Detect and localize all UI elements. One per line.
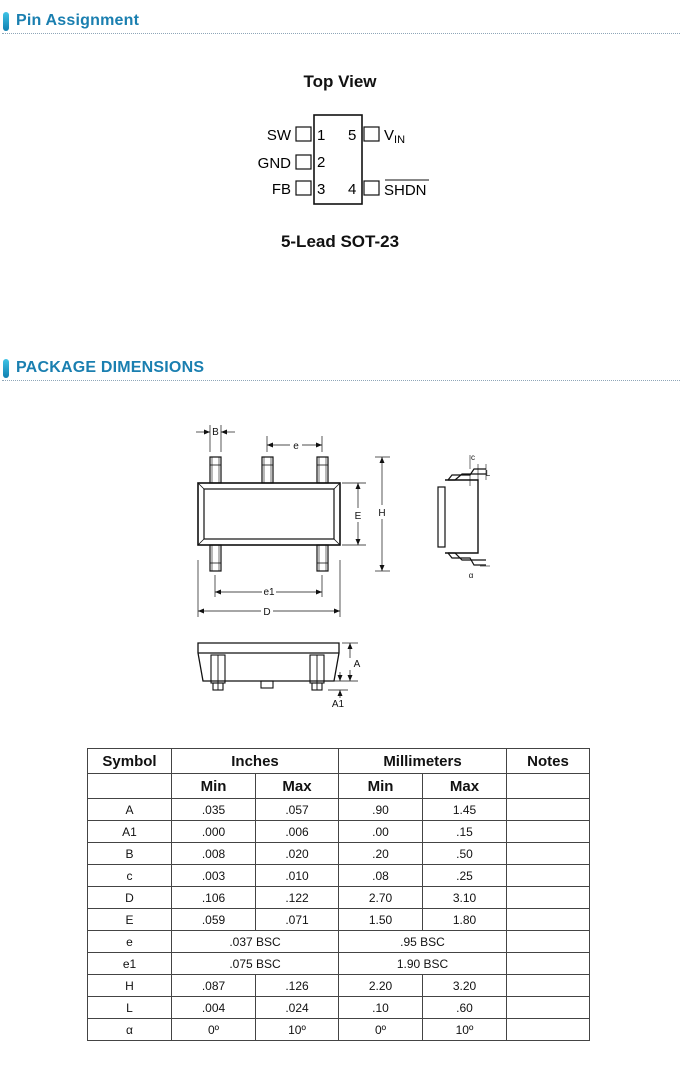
pin-name-2: GND bbox=[257, 155, 291, 172]
cell-mm-max: 1.45 bbox=[423, 799, 507, 821]
cell-notes bbox=[507, 799, 590, 821]
header-accent-bar bbox=[3, 359, 9, 378]
cell-notes bbox=[507, 1019, 590, 1041]
cell-mm-min: 0º bbox=[339, 1019, 423, 1041]
pin-number-4: 4 bbox=[348, 181, 357, 198]
package-name-label: 5-Lead SOT-23 bbox=[280, 232, 400, 251]
header-millimeters: Millimeters bbox=[339, 749, 507, 774]
cell-mm-min: .20 bbox=[339, 843, 423, 865]
table-row bbox=[88, 865, 590, 887]
subheader-mm-max: Max bbox=[423, 774, 507, 799]
table-row bbox=[88, 799, 590, 821]
cell-mm-min: .90 bbox=[339, 799, 423, 821]
dimensions-table bbox=[87, 748, 590, 1041]
cell-mm-max: .25 bbox=[423, 865, 507, 887]
cell-symbol: D bbox=[88, 887, 172, 909]
subheader-blank bbox=[88, 774, 172, 799]
cell-notes bbox=[507, 821, 590, 843]
cell-symbol: L bbox=[88, 997, 172, 1019]
subheader-mm-min: Min bbox=[339, 774, 423, 799]
cell-in-min: .003 bbox=[172, 865, 256, 887]
table-row bbox=[88, 887, 590, 909]
table-row bbox=[88, 1019, 590, 1041]
pin-assignment-title: Pin Assignment bbox=[16, 12, 140, 29]
cell-mm-max: .15 bbox=[423, 821, 507, 843]
cell-in-span: .037 BSC bbox=[172, 931, 339, 953]
pin-number-1: 1 bbox=[317, 127, 326, 144]
cell-in-min: .000 bbox=[172, 821, 256, 843]
header-divider bbox=[2, 33, 680, 34]
cell-notes bbox=[507, 953, 590, 975]
dim-label-h: H bbox=[378, 508, 386, 519]
top-view-outline bbox=[198, 457, 340, 571]
table-row bbox=[88, 975, 590, 997]
cell-notes bbox=[507, 909, 590, 931]
side-view-outline bbox=[198, 643, 339, 690]
package-drawing bbox=[180, 420, 510, 720]
header-divider bbox=[2, 380, 680, 381]
package-dimensions-title: PACKAGE DIMENSIONS bbox=[16, 359, 205, 376]
cell-in-min: .004 bbox=[172, 997, 256, 1019]
cell-mm-span: 1.90 BSC bbox=[339, 953, 507, 975]
cell-mm-span: .95 BSC bbox=[339, 931, 507, 953]
dim-label-d: D bbox=[263, 607, 271, 618]
pin-name-1: SW bbox=[266, 127, 291, 144]
cell-mm-max: .50 bbox=[423, 843, 507, 865]
table-row bbox=[88, 953, 590, 975]
cell-mm-max: 3.10 bbox=[423, 887, 507, 909]
dim-label-E: E bbox=[354, 511, 362, 522]
cell-mm-min: .10 bbox=[339, 997, 423, 1019]
cell-notes bbox=[507, 843, 590, 865]
table-subheader-row bbox=[88, 774, 590, 799]
cell-in-min: .035 bbox=[172, 799, 256, 821]
top-view-label: Top View bbox=[303, 72, 377, 91]
cell-in-min: 0º bbox=[172, 1019, 256, 1041]
dim-label-c: c bbox=[471, 453, 475, 462]
cell-symbol: c bbox=[88, 865, 172, 887]
cell-symbol: H bbox=[88, 975, 172, 997]
pin-pad-3 bbox=[296, 181, 311, 195]
cell-in-max: .122 bbox=[256, 887, 339, 909]
dim-label-e1: e1 bbox=[263, 587, 275, 598]
cell-in-max: .057 bbox=[256, 799, 339, 821]
cell-mm-min: .00 bbox=[339, 821, 423, 843]
table-row bbox=[88, 931, 590, 953]
cell-in-max: .020 bbox=[256, 843, 339, 865]
header-notes: Notes bbox=[507, 749, 590, 774]
cell-in-max: .126 bbox=[256, 975, 339, 997]
end-view-outline bbox=[438, 469, 486, 565]
cell-mm-min: 2.20 bbox=[339, 975, 423, 997]
pin-name-5: $V_{IN}$ bbox=[384, 127, 406, 146]
cell-in-min: .059 bbox=[172, 909, 256, 931]
pin-pad-2 bbox=[296, 155, 311, 169]
pin-assignment-header bbox=[0, 5, 680, 35]
cell-symbol: B bbox=[88, 843, 172, 865]
cell-mm-min: .08 bbox=[339, 865, 423, 887]
dim-label-l: L bbox=[485, 469, 491, 478]
dim-label-a: A bbox=[353, 659, 361, 670]
table-header-row bbox=[88, 749, 590, 774]
cell-in-max: .071 bbox=[256, 909, 339, 931]
cell-mm-max: .60 bbox=[423, 997, 507, 1019]
cell-notes bbox=[507, 931, 590, 953]
cell-mm-max: 3.20 bbox=[423, 975, 507, 997]
header-inches: Inches bbox=[172, 749, 339, 774]
cell-in-max: 10º bbox=[256, 1019, 339, 1041]
table-row bbox=[88, 821, 590, 843]
cell-symbol: A1 bbox=[88, 821, 172, 843]
cell-symbol: α bbox=[88, 1019, 172, 1041]
header-symbol: Symbol bbox=[88, 749, 172, 774]
header-accent-bar bbox=[3, 12, 9, 31]
cell-notes bbox=[507, 975, 590, 997]
cell-in-min: .087 bbox=[172, 975, 256, 997]
pin-pad-1 bbox=[296, 127, 311, 141]
cell-mm-min: 1.50 bbox=[339, 909, 423, 931]
cell-in-min: .008 bbox=[172, 843, 256, 865]
dim-label-e: e bbox=[293, 441, 299, 452]
dim-label-b: B bbox=[212, 427, 219, 438]
subheader-notes-blank bbox=[507, 774, 590, 799]
cell-mm-min: 2.70 bbox=[339, 887, 423, 909]
pin-number-2: 2 bbox=[317, 154, 326, 171]
cell-symbol: E bbox=[88, 909, 172, 931]
cell-notes bbox=[507, 997, 590, 1019]
cell-in-max: .024 bbox=[256, 997, 339, 1019]
subheader-in-max: Max bbox=[256, 774, 339, 799]
table-row bbox=[88, 843, 590, 865]
pin-pad-5 bbox=[364, 127, 379, 141]
cell-mm-max: 10º bbox=[423, 1019, 507, 1041]
pin-name-4: SHDN bbox=[384, 182, 427, 199]
side-view-dimensions bbox=[328, 643, 358, 698]
pin-pad-4 bbox=[364, 181, 379, 195]
cell-notes bbox=[507, 887, 590, 909]
cell-symbol: A bbox=[88, 799, 172, 821]
dim-label-alpha: α bbox=[468, 571, 474, 580]
cell-symbol: e bbox=[88, 931, 172, 953]
cell-notes bbox=[507, 865, 590, 887]
cell-in-span: .075 BSC bbox=[172, 953, 339, 975]
dim-label-a1: A1 bbox=[331, 699, 345, 710]
cell-symbol: e1 bbox=[88, 953, 172, 975]
table-row bbox=[88, 997, 590, 1019]
pinout-diagram bbox=[240, 110, 440, 215]
cell-in-max: .010 bbox=[256, 865, 339, 887]
cell-mm-max: 1.80 bbox=[423, 909, 507, 931]
cell-in-max: .006 bbox=[256, 821, 339, 843]
subheader-in-min: Min bbox=[172, 774, 256, 799]
cell-in-min: .106 bbox=[172, 887, 256, 909]
table-row bbox=[88, 909, 590, 931]
pin-number-3: 3 bbox=[317, 181, 326, 198]
package-dimensions-header bbox=[0, 352, 680, 382]
pin-name-3: FB bbox=[271, 181, 291, 198]
pin-number-5: 5 bbox=[348, 127, 357, 144]
